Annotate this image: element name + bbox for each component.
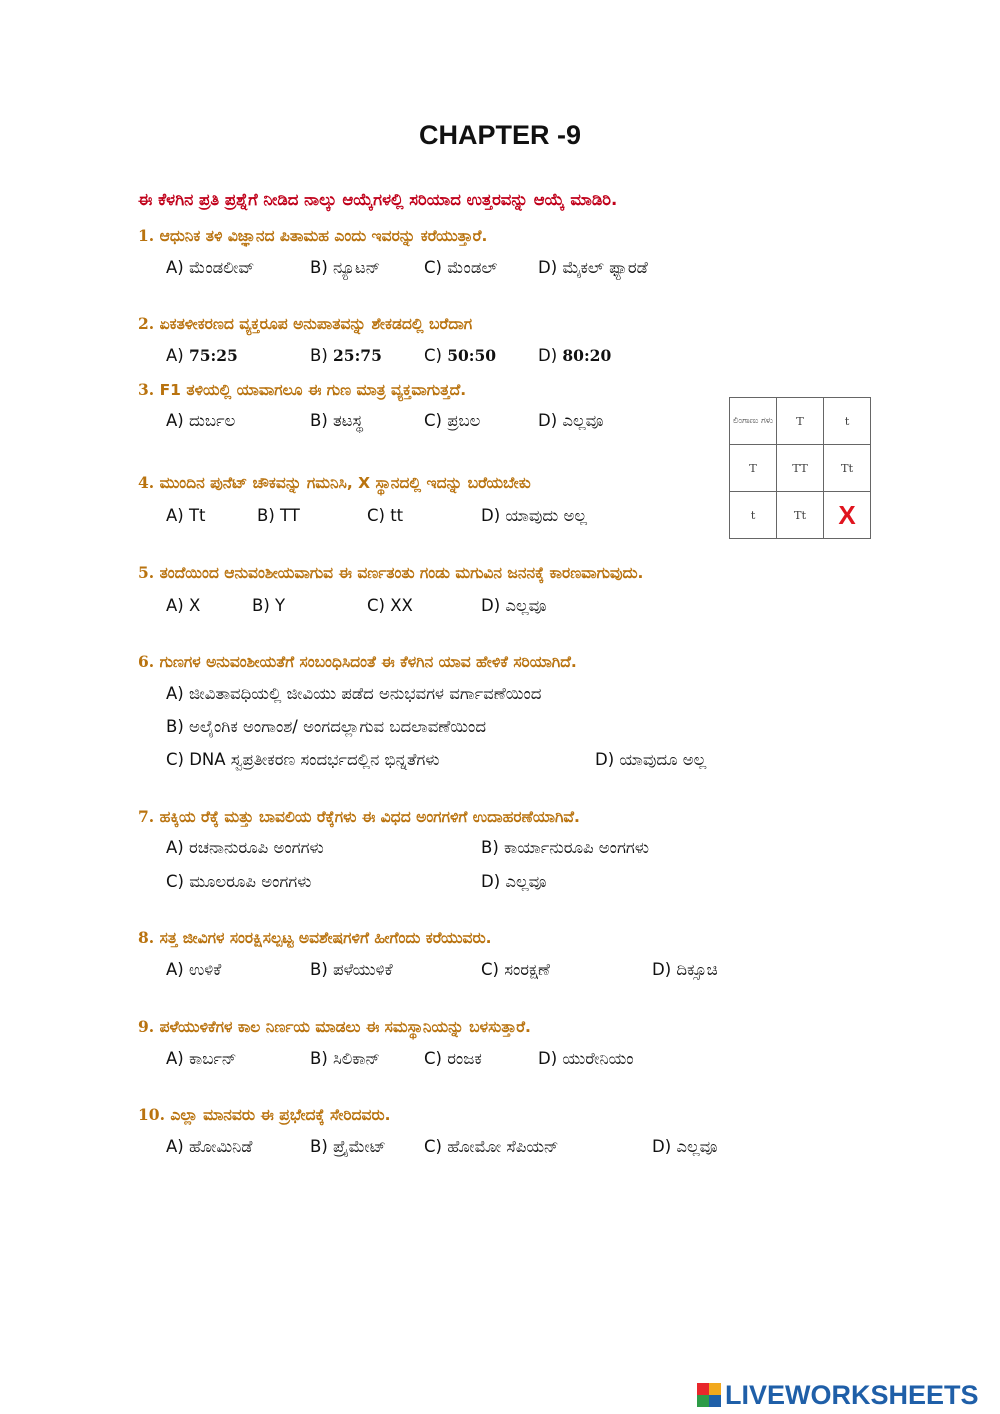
question-text: ಹಕ್ಕಿಯ ರೆಕ್ಕೆ ಮತ್ತು ಬಾವಲಿಯ ರೆಕ್ಕೆಗಳು ಈ ವಿಧದ ಅಂಗಗಳಿಗೆ ಉದಾಹರಣೆಯಾಗಿವೆ. [159, 808, 580, 826]
q1-option-b[interactable]: B) ನ್ಯೂಟನ್ [310, 258, 381, 277]
option-label: A) [166, 346, 189, 365]
page-title: CHAPTER -9 [418, 120, 581, 150]
question-2 [138, 314, 472, 334]
q5-option-b[interactable]: B) Y [252, 596, 286, 615]
question-number: 5. [138, 563, 155, 582]
question-text: ಸತ್ತ ಜೀವಿಗಳ ಸಂರಕ್ಷಿಸಲ್ಪಟ್ಟ ಅವಶೇಷಗಳಿಗೆ ಹೀಗೆಂದು ಕರೆಯುವರು. [159, 929, 492, 947]
question-text: ಆಧುನಿಕ ತಳಿ ವಿಜ್ಞಾನದ ಪಿತಾಮಹ ಎಂದು ಇವರನ್ನು ಕರೆಯುತ್ತಾರೆ. [159, 227, 488, 245]
q7-option-a[interactable]: A) ರಚನಾನುರೂಪಿ ಅಂಗಗಳು [166, 838, 324, 857]
question-5 [138, 563, 643, 583]
question-7 [138, 807, 580, 827]
question-4 [138, 473, 531, 493]
q6-option-c[interactable]: C) DNA ಸ್ವಪ್ರತೀಕರಣ ಸಂದರ್ಭದಲ್ಲಿನ ಭಿನ್ನತೆಗಳು [166, 750, 440, 769]
q5-option-d[interactable]: D) ಎಲ್ಲವೂ [481, 596, 547, 615]
q2-option-c[interactable] [424, 346, 496, 365]
q3-option-a[interactable]: A) ದುರ್ಬಲ [166, 411, 236, 430]
question-8 [138, 928, 492, 948]
option-label: D) [538, 346, 563, 365]
q9-option-a[interactable]: A) ಕಾರ್ಬನ್ [166, 1049, 237, 1068]
logo-square-green [697, 1395, 709, 1407]
option-value: 25:75 [333, 346, 382, 365]
q8-option-a[interactable]: A) ಉಳಿಕೆ [166, 960, 222, 979]
q4-option-b[interactable]: B) TT [257, 506, 300, 525]
q8-option-b[interactable]: B) ಪಳೆಯುಳಿಕೆ [310, 960, 393, 979]
q10-option-b[interactable]: B) ಪ್ರೈಮೇಟ್ [310, 1137, 386, 1156]
question-text: ಪಳೆಯುಳಿಕೆಗಳ ಕಾಲ ನಿರ್ಣಯ ಮಾಡಲು ಈ ಸಮಸ್ಥಾನಿಯನ್ನು ಬಳಸುತ್ತಾರೆ. [159, 1018, 531, 1036]
logo-square-blue [709, 1395, 721, 1407]
question-number: 1. [138, 226, 155, 245]
question-text: ಗುಣಗಳ ಅನುವಂಶೀಯತೆಗೆ ಸಂಬಂಧಿಸಿದಂತೆ ಈ ಕೆಳಗಿನ ಯಾವ ಹೇಳಿಕೆ ಸರಿಯಾಗಿದೆ. [159, 653, 577, 671]
liveworksheets-logo[interactable] [697, 1376, 979, 1414]
logo-square-red [697, 1383, 709, 1395]
q8-option-c[interactable]: C) ಸಂರಕ್ಷಣೆ [481, 960, 550, 979]
q7-option-c[interactable]: C) ಮೂಲರೂಪಿ ಅಂಗಗಳು [166, 872, 312, 891]
question-number: 3. [138, 380, 155, 399]
punnett-header-cell: t [824, 398, 871, 445]
punnett-cell: TT [777, 445, 824, 492]
q10-option-a[interactable]: A) ಹೋಮಿನಿಡೆ [166, 1137, 253, 1156]
question-number: 9. [138, 1017, 155, 1036]
punnett-header-cell: T [777, 398, 824, 445]
option-value: 75:25 [188, 346, 238, 365]
q4-option-a[interactable]: A) Tt [166, 506, 206, 525]
q9-option-c[interactable]: C) ರಂಜಕ [424, 1049, 482, 1068]
option-label: C) [424, 346, 448, 365]
q5-option-a[interactable]: A) X [166, 596, 201, 615]
q1-option-a[interactable]: A) ಮೆಂಡಲೀವ್ [166, 258, 255, 277]
q10-option-c[interactable]: C) ಹೋಮೋ ಸೆಪಿಯನ್ [424, 1137, 559, 1156]
q4-option-d[interactable]: D) ಯಾವುದು ಅಲ್ಲ [481, 506, 588, 525]
question-1 [138, 226, 487, 246]
question-text: ಏಕತಳೀಕರಣದ ವ್ಯಕ್ತರೂಪ ಅನುಪಾತವನ್ನು ಶೇಕಡದಲ್ಲಿ ಬರೆದಾಗ [159, 315, 473, 333]
q7-option-b[interactable]: B) ಕಾರ್ಯಾನುರೂಪಿ ಅಂಗಗಳು [481, 838, 650, 857]
option-label: B) [310, 346, 334, 365]
q1-option-d[interactable]: D) ಮೈಕಲ್ ಫ್ಯಾರಡೆ [538, 258, 648, 277]
question-text: ಮುಂದಿನ ಪುನೆಟ್ ಚೌಕವನ್ನು ಗಮನಿಸಿ, X ಸ್ಥಾನದಲ್ಲಿ ಇದನ್ನು ಬರೆಯಬೇಕು [159, 474, 531, 492]
q6-option-d[interactable]: D) ಯಾವುದೂ ಅಲ್ಲ [595, 750, 707, 769]
punnett-square [729, 397, 871, 539]
question-number: 8. [138, 928, 155, 947]
question-number: 10. [138, 1105, 165, 1124]
punnett-cell: Tt [824, 445, 871, 492]
q4-option-c[interactable]: C) tt [367, 506, 404, 525]
question-10 [138, 1105, 390, 1125]
question-number: 7. [138, 807, 155, 826]
q2-option-d[interactable] [538, 346, 611, 365]
logo-square-yellow [709, 1383, 721, 1395]
instructions: ಈ ಕೆಳಗಿನ ಪ್ರತಿ ಪ್ರಶ್ನೆಗೆ ನೀಡಿದ ನಾಲ್ಕು ಆಯ್ಕೆಗಳಲ್ಲಿ ಸರಿಯಾದ ಉತ್ತರವನ್ನು ಆಯ್ಕೆ ಮಾಡಿರಿ. [138, 190, 618, 209]
question-6 [138, 652, 577, 672]
q9-option-d[interactable]: D) ಯುರೇನಿಯಂ [538, 1049, 634, 1068]
q5-option-c[interactable]: C) XX [367, 596, 413, 615]
punnett-row-header: T [730, 445, 777, 492]
question-text: F1 ತಳಿಯಲ್ಲಿ ಯಾವಾಗಲೂ ಈ ಗುಣ ಮಾತ್ರ ವ್ಯಕ್ತವಾಗುತ್ತದೆ. [159, 381, 467, 399]
punnett-unknown-cell: X [824, 492, 871, 539]
q6-option-a[interactable]: A) ಜೀವಿತಾವಧಿಯಲ್ಲಿ ಜೀವಿಯು ಪಡೆದ ಅನುಭವಗಳ ವರ್ಗಾವಣೆಯಿಂದ [166, 684, 542, 703]
question-number: 6. [138, 652, 155, 671]
q8-option-d[interactable]: D) ದಿಕ್ಸೂಚಿ [652, 960, 718, 979]
q2-option-b[interactable] [310, 346, 382, 365]
q3-option-b[interactable]: B) ತಟಸ್ಥ [310, 411, 363, 430]
question-number: 2. [138, 314, 155, 333]
q6-option-b[interactable]: B) ಅಲೈಂಗಿಕ ಅಂಗಾಂಶ/ ಅಂಗದಲ್ಲಾಗುವ ಬದಲಾವಣೆಯಿಂದ [166, 717, 486, 736]
question-9 [138, 1017, 531, 1037]
question-number: 4. [138, 473, 155, 492]
liveworksheets-logo-icon [697, 1383, 721, 1407]
punnett-cell: Tt [777, 492, 824, 539]
q3-option-d[interactable]: D) ಎಲ್ಲವೂ [538, 411, 604, 430]
punnett-row-header: t [730, 492, 777, 539]
q3-option-c[interactable]: C) ಪ್ರಬಲ [424, 411, 481, 430]
question-text: ತಂದೆಯಿಂದ ಆನುವಂಶೀಯವಾಗುವ ಈ ವರ್ಣತಂತು ಗಂಡು ಮಗುವಿನ ಜನನಕ್ಕೆ ಕಾರಣವಾಗುವುದು. [159, 564, 644, 582]
q2-option-a[interactable] [166, 346, 238, 365]
question-3 [138, 380, 466, 400]
question-text: ಎಲ್ಲಾ ಮಾನವರು ಈ ಪ್ರಭೇದಕ್ಕೆ ಸೇರಿದವರು. [170, 1106, 391, 1124]
q1-option-c[interactable]: C) ಮೆಂಡಲ್ [424, 258, 498, 277]
logo-text: LIVEWORKSHEETS [725, 1379, 979, 1410]
option-value: 50:50 [447, 346, 497, 365]
punnett-corner-cell: ಲಿಂಗಾಣು ಗಳು [730, 398, 777, 445]
q7-option-d[interactable]: D) ಎಲ್ಲವೂ [481, 872, 547, 891]
q9-option-b[interactable]: B) ಸಿಲಿಕಾನ್ [310, 1049, 381, 1068]
option-value: 80:20 [562, 346, 612, 365]
q10-option-d[interactable]: D) ಎಲ್ಲವೂ [652, 1137, 718, 1156]
